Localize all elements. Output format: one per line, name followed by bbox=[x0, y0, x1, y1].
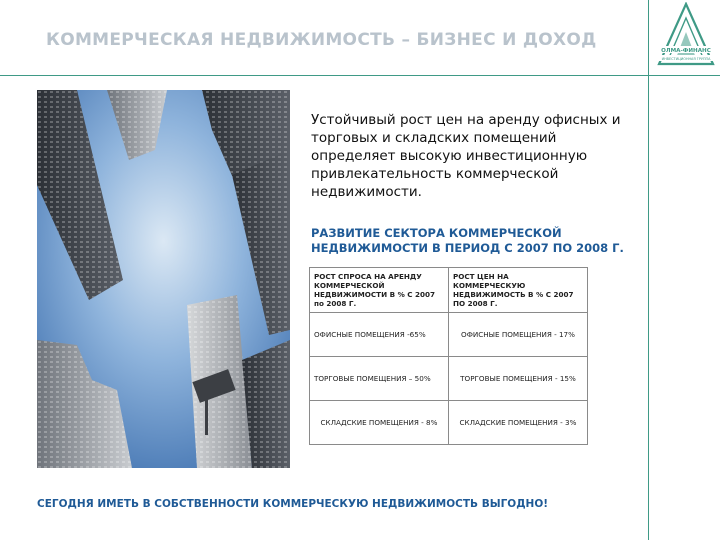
logo-text-main: ОЛМА-ФИНАНС bbox=[661, 48, 711, 54]
skyscrapers-image-icon bbox=[37, 90, 290, 468]
table-cell: ОФИСНЫЕ ПОМЕЩЕНИЯ -65% bbox=[310, 313, 449, 357]
stats-table bbox=[309, 267, 588, 445]
logo-text-sub: ИНВЕСТИЦИОННАЯ ГРУППА bbox=[661, 57, 711, 61]
header-divider bbox=[0, 75, 720, 76]
table-cell: СКЛАДСКИЕ ПОМЕЩЕНИЯ - 3% bbox=[449, 401, 588, 445]
table-cell: ТОРГОВЫЕ ПОМЕЩЕНИЯ – 50% bbox=[310, 357, 449, 401]
table-row bbox=[310, 313, 588, 357]
section-heading: РАЗВИТИЕ СЕКТОРА КОММЕРЧЕСКОЙ НЕДВИЖИМОСТИ В ПЕРИОД С 2007 ПО 2008 Г. bbox=[311, 226, 624, 255]
bottom-slogan: СЕГОДНЯ ИМЕТЬ В СОБСТВЕННОСТИ КОММЕРЧЕСКУЮ НЕДВИЖИМОСТЬ ВЫГОДНО! bbox=[37, 498, 549, 510]
table-header-prices: РОСТ ЦЕН НА КОММЕРЧЕСКУЮ НЕДВИЖИМОСТЬ В % С 2007 ПО 2008 Г. bbox=[449, 268, 588, 313]
table-cell: ОФИСНЫЕ ПОМЕЩЕНИЯ - 17% bbox=[449, 313, 588, 357]
intro-paragraph: Устойчивый рост цен на аренду офисных и торговых и складских помещений определяет высокую инвестиционную привлекательность коммерческой недвижимости. bbox=[311, 112, 621, 200]
side-divider bbox=[648, 0, 649, 540]
table-row bbox=[310, 357, 588, 401]
olma-finance-logo-icon bbox=[655, 2, 717, 74]
table-row bbox=[310, 401, 588, 445]
table-header-row bbox=[310, 268, 588, 313]
skyscrapers-photo bbox=[37, 90, 290, 468]
table-header-demand: РОСТ СПРОСА НА АРЕНДУ КОММЕРЧЕСКОЙ НЕДВИЖИМОСТИ В % С 2007 по 2008 Г. bbox=[310, 268, 449, 313]
page-title: КОММЕРЧЕСКАЯ НЕДВИЖИМОСТЬ – БИЗНЕС И ДОХОД bbox=[46, 30, 597, 50]
table-cell: ТОРГОВЫЕ ПОМЕЩЕНИЯ - 15% bbox=[449, 357, 588, 401]
company-logo bbox=[655, 2, 717, 74]
table-cell: СКЛАДСКИЕ ПОМЕЩЕНИЯ - 8% bbox=[310, 401, 449, 445]
